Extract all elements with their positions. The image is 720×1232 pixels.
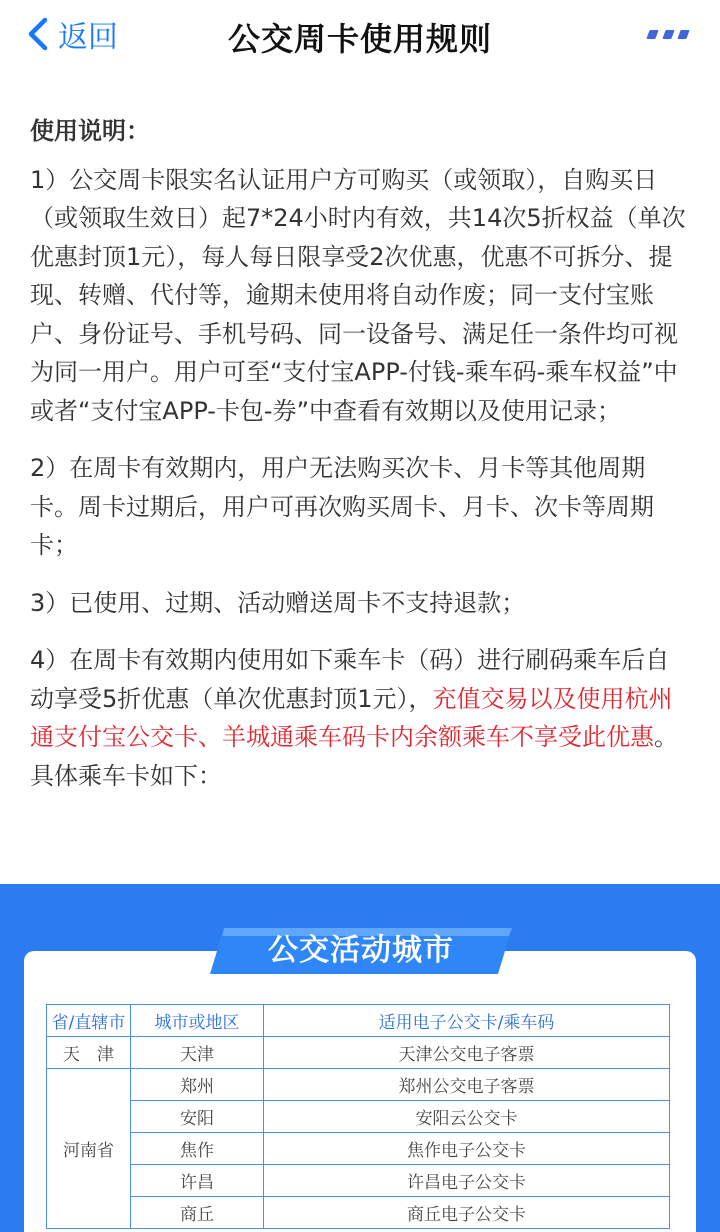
page-title: 公交周卡使用规则: [227, 20, 492, 58]
more-dot: [677, 30, 689, 39]
table-row: [47, 1197, 670, 1229]
rule-4-text: 4）在周卡有效期内使用如下乘车卡（码）进行刷码乘车后自动享受5折优惠（单次优惠封顶1元），: [30, 646, 670, 713]
rule-4: [30, 641, 690, 795]
city-cell: 许昌: [131, 1165, 264, 1197]
card-cell: 安阳云公交卡: [264, 1101, 670, 1133]
navigation-bar: [0, 0, 720, 92]
rules-content: [30, 112, 690, 814]
rule-2: 2）在周卡有效期内，用户无法购买次卡、月卡等其他周期卡。周卡过期后，用户可再次购买周卡、月卡、次卡等周期卡；: [30, 454, 654, 559]
cities-table: [46, 1004, 670, 1229]
city-cell: 商丘: [131, 1197, 264, 1229]
table-row: [47, 1069, 670, 1101]
more-dots-icon: [646, 30, 658, 39]
province-cell: 河南省: [47, 1069, 131, 1229]
rule-1: 1）公交周卡限实名认证用户方可购买（或领取），自购买日（或领取生效日）起7*24小时内有效，共14次5折权益（单次优惠封顶1元），每人每日限享受2次优惠，优惠不可拆分、提现、转赠、代付等，逾期未使用将自动作废；同一支付宝账户、身份证号、手机号码、同一设备号、满足任一条件均可视为同一用户。用户可至“支付宝APP-付钱-乘车码-乘车权益”中或者“支付宝APP-卡包-券”中查看有效期以及使用记录；: [30, 165, 686, 425]
card-cell: 天津公交电子客票: [264, 1037, 670, 1069]
more-dot: [662, 30, 674, 39]
header-city: 城市或地区: [131, 1005, 264, 1037]
city-cell: 焦作: [131, 1133, 264, 1165]
table-header-row: [47, 1005, 670, 1037]
header-card: 适用电子公交卡/乘车码: [264, 1005, 670, 1037]
province-cell: 天 津: [47, 1037, 131, 1069]
rule-4-suffix: 。具体乘车卡如下：: [30, 723, 678, 790]
card-cell: 郑州公交电子客票: [264, 1069, 670, 1101]
header-province: 省/直辖市: [47, 1005, 131, 1037]
card-cell: 商丘电子公交卡: [264, 1197, 670, 1229]
card-cell: 许昌电子公交卡: [264, 1165, 670, 1197]
city-cell: 郑州: [131, 1069, 264, 1101]
city-cell: 天津: [131, 1037, 264, 1069]
city-cell: 安阳: [131, 1101, 264, 1133]
cities-banner: [210, 928, 512, 974]
cities-banner-title: 公交活动城市: [268, 933, 454, 968]
table-row: [47, 1133, 670, 1165]
table-row: [47, 1101, 670, 1133]
rule-3: 3）已使用、过期、活动赠送周卡不支持退款；: [30, 588, 526, 617]
card-cell: 焦作电子公交卡: [264, 1133, 670, 1165]
table-row: [47, 1165, 670, 1197]
table-row: [47, 1037, 670, 1069]
back-label: 返回: [58, 20, 118, 55]
more-menu-button[interactable]: [648, 28, 688, 40]
rule-4-exclusion: 充值交易以及使用杭州通支付宝公交卡、羊城通乘车码卡内余额乘车不享受此优惠: [30, 684, 673, 751]
rules-heading: 使用说明：: [30, 117, 150, 145]
